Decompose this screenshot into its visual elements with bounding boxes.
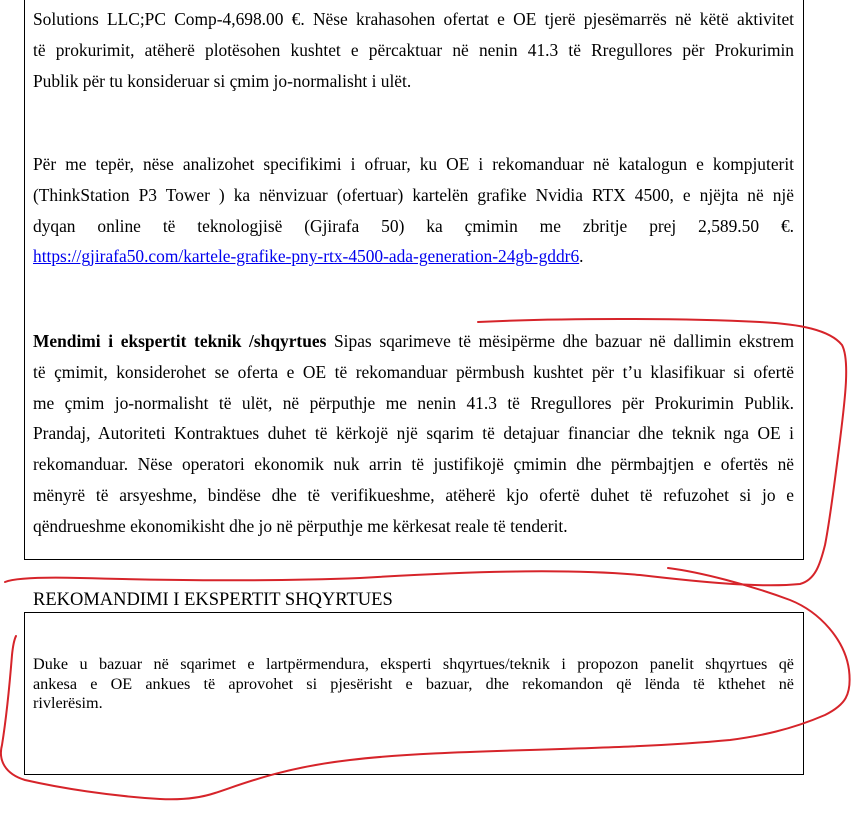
- text-line: mënyrë të arsyeshme, bindëse dhe të verifikueshme, atëherë kjo ofertë duhet të refuzohet si jo e: [33, 484, 794, 505]
- text-line: (ThinkStation P3 Tower ) ka nënvizuar (ofertuar) kartelën grafike Nvidia RTX 4500, e njëjta në një: [33, 184, 794, 205]
- text-line: të çmimit, konsiderohet se oferta e OE të rekomanduar përmbush kushtet për t’u klasifikuar si ofertë: [33, 361, 794, 382]
- text-line: Publik për tu konsideruar si çmim jo-normalisht i ulët.: [33, 70, 412, 91]
- text-line: ankesa e OE ankues të aprovohet si pjesërisht e bazuar, dhe rekomandon që lënda të kthehet në: [33, 674, 794, 693]
- text-line: rekomanduar. Nëse operatori ekonomik nuk arrin të justifikojë çmimin dhe përmbajtjen e ofertës në: [33, 454, 794, 475]
- link-suffix: .: [579, 246, 584, 267]
- text-line: [33, 326, 794, 357]
- paragraph-specification-analysis: [33, 149, 794, 272]
- text-line: Për me tepër, nëse analizohet specifikimi i ofruar, ku OE i rekomanduar në katalogun e kompjuterit: [33, 154, 794, 174]
- paragraph-recommendation: [33, 655, 794, 714]
- text-line: qëndrueshme ekonomikisht dhe jo në përputhje me kërkesat reale të tenderit.: [33, 515, 568, 536]
- section-heading: REKOMANDIMI I EKSPERTIT SHQYRTUES: [33, 590, 393, 610]
- text-line: Prandaj, Autoriteti Kontraktues duhet të kërkojë një sqarim të detajuar financiar dhe teknik nga OE i: [33, 423, 794, 444]
- text-line: Solutions LLC;PC Comp-4,698.00 €. Nëse krahasohen ofertat e OE tjerë pjesëmarrës në këtë aktivitet: [33, 9, 794, 29]
- text-line: të prokurimit, atëherë plotësohen kushtet e përcaktuar në nenin 41.3 të Rregullores për Prokurimin: [33, 39, 794, 60]
- expert-opinion-label: Mendimi i ekspertit teknik /shqyrtues: [33, 331, 327, 351]
- paragraph-price-comparison: [33, 4, 794, 96]
- link-line: [33, 241, 794, 272]
- paragraph-expert-opinion: [33, 326, 794, 542]
- text-line: me çmim jo-normalisht të ulët, në përputhje me nenin 41.3 të Rregullores për Prokurimin Publik.: [33, 392, 794, 413]
- text-line: rivlerësim.: [33, 694, 103, 712]
- text-line: Duke u bazuar në sqarimet e lartpërmendura, eksperti shqyrtues/teknik i propozon panelit shqyrtues që: [33, 655, 794, 673]
- gjirafa-product-link[interactable]: https://gjirafa50.com/kartele-grafike-pny-rtx-4500-ada-generation-24gb-gddr6: [33, 246, 580, 267]
- text-fragment: Sipas sqarimeve të mësipërme dhe bazuar në dallimin ekstrem: [326, 331, 794, 351]
- text-line: dyqan online të teknologjisë (Gjirafa 50) ka çmimin me zbritje prej 2,589.50 €.: [33, 215, 794, 236]
